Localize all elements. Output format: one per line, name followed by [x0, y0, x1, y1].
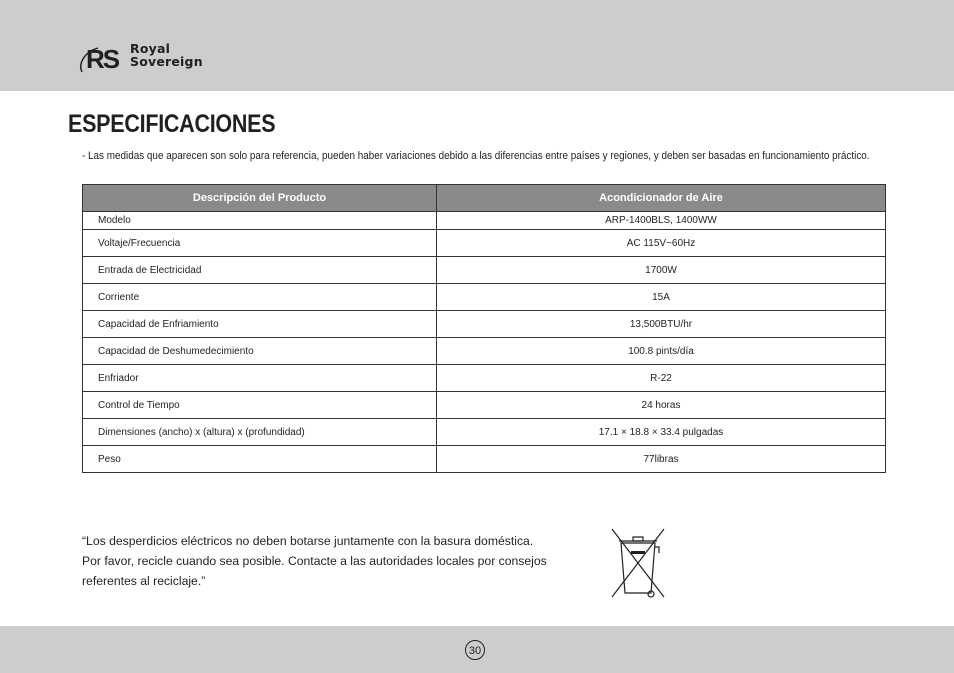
spec-value: 17.1 × 18.8 × 33.4 pulgadas: [437, 419, 886, 446]
page-number: 30: [465, 640, 485, 660]
logo-brand-name: [130, 42, 203, 68]
spec-label: Corriente: [83, 284, 437, 311]
page-title: ESPECIFICACIONES: [68, 110, 276, 138]
spec-label: Capacidad de Enfriamiento: [83, 311, 437, 338]
spec-value: 77libras: [437, 446, 886, 473]
spec-value: R-22: [437, 365, 886, 392]
crossed-out-wheelie-bin-icon: [609, 527, 667, 599]
spec-label: Peso: [83, 446, 437, 473]
logo-mark-text: RS: [86, 44, 119, 74]
table-row: [83, 365, 886, 392]
spec-value: 24 horas: [437, 392, 886, 419]
spec-label: Enfriador: [83, 365, 437, 392]
header-band: [0, 0, 954, 91]
spec-label: Modelo: [83, 212, 437, 230]
table-row: [83, 392, 886, 419]
intro-note: - Las medidas que aparecen son solo para referencia, pueden haber variaciones debido a las diferencias entre países y regiones, y deben ser basadas en funcionamiento práctico.: [82, 150, 870, 162]
royal-sovereign-logo: [78, 38, 218, 78]
spec-label: Entrada de Electricidad: [83, 257, 437, 284]
table-row: [83, 311, 886, 338]
spec-value: 100.8 pints/día: [437, 338, 886, 365]
spec-value: 1700W: [437, 257, 886, 284]
logo-brand-line1: Royal: [130, 41, 171, 56]
spec-label: Voltaje/Frecuencia: [83, 230, 437, 257]
spec-label: Dimensiones (ancho) x (altura) x (profundidad): [83, 419, 437, 446]
recycling-notice-line1: “Los desperdicios eléctricos no deben botarse juntamente con la basura doméstica.: [82, 534, 534, 548]
table-row: [83, 257, 886, 284]
spec-value: ARP-1400BLS, 1400WW: [437, 212, 886, 230]
recycling-notice-line2: Por favor, recicle cuando sea posible. Contacte a las autoridades locales por consejos referentes al reciclaje.”: [82, 554, 547, 588]
column-header-description: Descripción del Producto: [83, 185, 437, 212]
rs-logo-mark: [78, 38, 132, 78]
table-row: [83, 212, 886, 230]
table-row: [83, 419, 886, 446]
table-header-row: [83, 185, 886, 212]
spec-label: Control de Tiempo: [83, 392, 437, 419]
specifications-table: [82, 184, 886, 473]
spec-value: AC 115V~60Hz: [437, 230, 886, 257]
table-row: [83, 284, 886, 311]
column-header-product: Acondicionador de Aire: [437, 185, 886, 212]
spec-value: 15A: [437, 284, 886, 311]
logo-brand-line2: Sovereign: [130, 54, 203, 69]
recycling-notice: [82, 531, 592, 591]
table-row: [83, 230, 886, 257]
spec-label: Capacidad de Deshumedecimiento: [83, 338, 437, 365]
table-row: [83, 446, 886, 473]
spec-value: 13,500BTU/hr: [437, 311, 886, 338]
table-row: [83, 338, 886, 365]
